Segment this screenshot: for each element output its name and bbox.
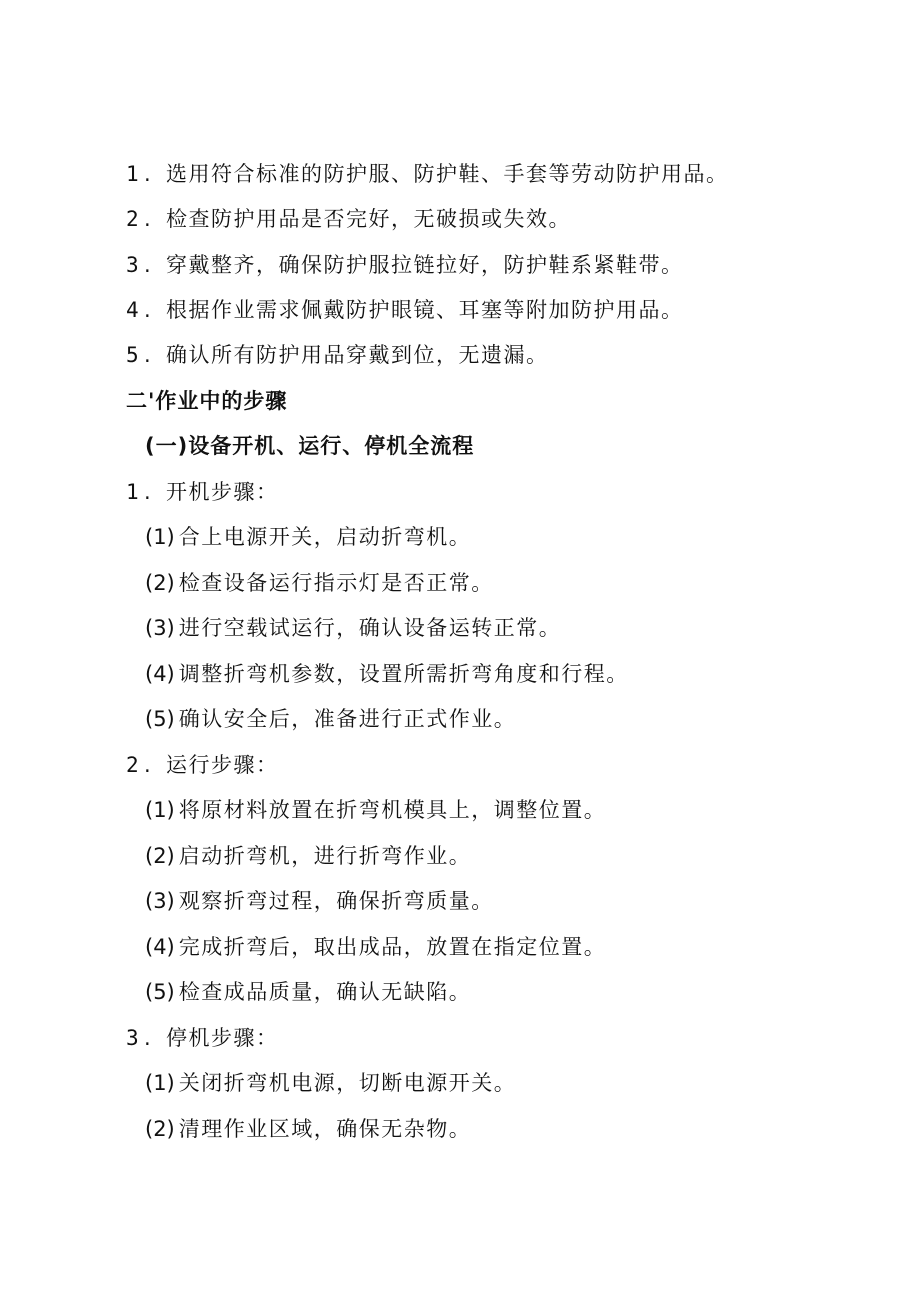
item-number: 5 <box>126 343 141 367</box>
list-item <box>126 295 684 325</box>
step-item <box>145 795 606 825</box>
step-item <box>145 886 494 916</box>
group-separator: . <box>144 753 153 777</box>
item-number: 3 <box>126 253 141 277</box>
step-label: (2) <box>145 1117 175 1141</box>
item-text: 检查防护用品是否完好，无破损或失效。 <box>166 207 571 231</box>
item-number: 1 <box>126 162 141 186</box>
item-separator: . <box>144 253 153 277</box>
group-number: 3 <box>126 1026 141 1050</box>
group-number: 1 <box>126 480 141 504</box>
step-text: 进行空载试运行，确认设备运转正常。 <box>178 616 562 640</box>
step-group-title <box>126 477 279 507</box>
step-text: 完成折弯后，取出成品，放置在指定位置。 <box>178 935 607 959</box>
list-item <box>126 159 729 189</box>
step-label: (4) <box>145 935 175 959</box>
step-item <box>145 522 471 552</box>
item-text: 选用符合标准的防护服、防护鞋、手套等劳动防护用品。 <box>166 162 729 186</box>
step-text: 调整折弯机参数，设置所需折弯角度和行程。 <box>178 662 629 686</box>
step-item <box>145 659 629 689</box>
step-item <box>145 977 471 1007</box>
group-title: 运行步骤： <box>166 753 279 777</box>
step-label: (5) <box>145 707 175 731</box>
step-label: (5) <box>145 980 175 1004</box>
step-item <box>145 613 561 643</box>
step-text: 检查成品质量，确认无缺陷。 <box>178 980 472 1004</box>
step-item <box>145 1068 516 1098</box>
step-label: (3) <box>145 889 175 913</box>
step-text: 确认安全后，准备进行正式作业。 <box>178 707 517 731</box>
step-label: (4) <box>145 662 175 686</box>
step-item <box>145 841 471 871</box>
step-group-title <box>126 750 279 780</box>
section-heading: 二'作业中的步骤 <box>126 389 288 413</box>
group-number: 2 <box>126 753 141 777</box>
list-item <box>126 250 684 280</box>
step-item <box>145 1114 471 1144</box>
step-label: (2) <box>145 844 175 868</box>
item-separator: . <box>144 343 153 367</box>
item-text: 穿戴整齐，确保防护服拉链拉好，防护鞋系紧鞋带。 <box>166 253 684 277</box>
step-text: 观察折弯过程，确保折弯质量。 <box>178 889 494 913</box>
item-number: 4 <box>126 298 141 322</box>
group-separator: . <box>144 480 153 504</box>
item-separator: . <box>144 207 153 231</box>
item-text: 确认所有防护用品穿戴到位，无遗漏。 <box>166 343 549 367</box>
step-text: 关闭折弯机电源，切断电源开关。 <box>178 1071 517 1095</box>
step-label: (1) <box>145 1071 175 1095</box>
step-text: 将原材料放置在折弯机模具上，调整位置。 <box>178 798 607 822</box>
step-item <box>145 568 494 598</box>
item-text: 根据作业需求佩戴防护眼镜、耳塞等附加防护用品。 <box>166 298 684 322</box>
step-label: (3) <box>145 616 175 640</box>
step-text: 清理作业区域，确保无杂物。 <box>178 1117 472 1141</box>
step-label: (2) <box>145 571 175 595</box>
group-title: 开机步骤： <box>166 480 279 504</box>
step-label: (1) <box>145 798 175 822</box>
list-item <box>126 340 549 370</box>
step-group-title <box>126 1023 279 1053</box>
item-separator: . <box>144 162 153 186</box>
group-title: 停机步骤： <box>166 1026 279 1050</box>
list-item <box>126 204 571 234</box>
group-separator: . <box>144 1026 153 1050</box>
step-text: 检查设备运行指示灯是否正常。 <box>178 571 494 595</box>
step-label: (1) <box>145 525 175 549</box>
item-separator: . <box>144 298 153 322</box>
step-item <box>145 932 606 962</box>
step-text: 合上电源开关，启动折弯机。 <box>178 525 472 549</box>
item-number: 2 <box>126 207 141 231</box>
step-item <box>145 704 516 734</box>
step-text: 启动折弯机，进行折弯作业。 <box>178 844 472 868</box>
subsection-heading: (一)设备开机、运行、停机全流程 <box>145 434 475 458</box>
